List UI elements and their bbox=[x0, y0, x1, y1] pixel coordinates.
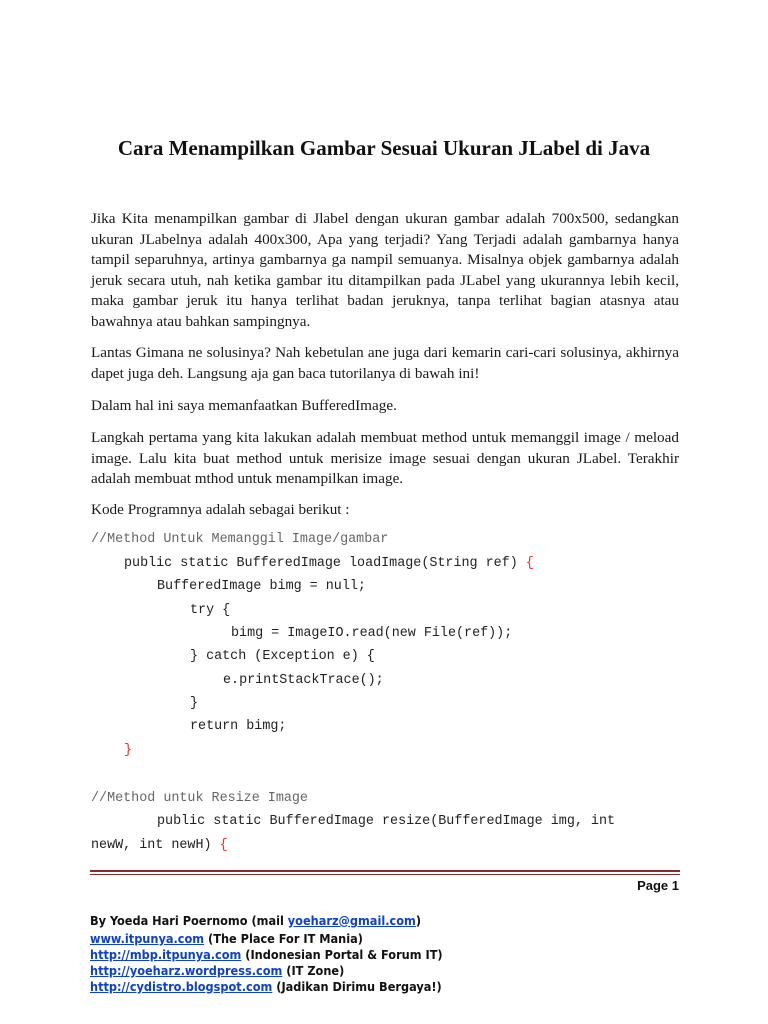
paragraph-steps: Langkah pertama yang kita lakukan adalah membuat method untuk memanggil image / meload image. Lalu kita buat method untuk merisize image sesuai dengan ukuran JLabel. Terakhir adalah membuat mthod untuk menampilkan image. bbox=[91, 429, 679, 487]
code-comment: //Method Untuk Memanggil Image/gambar bbox=[91, 532, 389, 547]
paragraph-intro: Jika Kita menampilkan gambar di Jlabel dengan ukuran gambar adalah 700x500, sedangkan ukuran JLabelnya adalah 400x300, Apa yang terjadi? Yang Terjadi adalah gambarnya hanya tampil separuhnya, artinya gambarnya ga nampil semuanya. Misalnya objek gambarnya adalah jeruk secara utuh, nah ketika gambar itu ditampilkan pada JLabel yang ukurannya lebih kecil, maka gambar jeruk itu hanya terlihat badan jeruknya, tanpa terlihat bagian atasnya atau bawahnya atau bahkan sampingnya. bbox=[91, 210, 679, 330]
code-comment: //Method untuk Resize Image bbox=[91, 791, 308, 806]
author-suffix: ) bbox=[415, 913, 422, 928]
site-link-blogspot[interactable]: http://cydistro.blogspot.com bbox=[90, 979, 273, 994]
site-desc: (Indonesian Portal & Forum IT) bbox=[241, 947, 443, 962]
code-line: e.printStackTrace(); bbox=[223, 673, 384, 688]
author-text: By Yoeda Hari Poernomo (mail bbox=[90, 913, 288, 928]
paragraph-buffered: Dalam hal ini saya memanfaatkan BufferedImage. bbox=[91, 397, 397, 414]
code-line: return bimg; bbox=[190, 719, 287, 734]
code-brace: { bbox=[219, 838, 228, 853]
site-desc: (The Place For IT Mania) bbox=[204, 931, 363, 946]
site-link-wordpress[interactable]: http://yoeharz.wordpress.com bbox=[90, 963, 283, 978]
code-line: bimg = ImageIO.read(new File(ref)); bbox=[231, 626, 513, 641]
site-desc: (IT Zone) bbox=[282, 963, 345, 978]
page-title: Cara Menampilkan Gambar Sesuai Ukuran JLabel di Java bbox=[117, 136, 651, 160]
code-text: newW, int newH) bbox=[91, 838, 220, 853]
code-line: } bbox=[190, 696, 199, 711]
site-link-mbp[interactable]: http://mbp.itpunya.com bbox=[90, 947, 242, 962]
paragraph-code-intro: Kode Programnya adalah sebagai berikut : bbox=[91, 501, 350, 518]
footer-rule bbox=[90, 870, 680, 872]
page-number: Page 1 bbox=[637, 878, 679, 893]
code-brace: } bbox=[124, 743, 133, 758]
code-text: public static BufferedImage loadImage(String ref) bbox=[124, 556, 526, 571]
footer-author bbox=[90, 913, 421, 929]
code-line: try { bbox=[190, 603, 231, 618]
footer-rule-thin bbox=[90, 874, 680, 875]
code-line bbox=[124, 555, 534, 573]
footer-site-2 bbox=[90, 947, 443, 963]
footer-site-3 bbox=[90, 963, 344, 979]
code-line: public static BufferedImage resize(BufferedImage img, int bbox=[157, 814, 616, 829]
email-link[interactable]: yoeharz@gmail.com bbox=[287, 913, 416, 928]
footer-site-4 bbox=[90, 979, 442, 995]
code-line: } catch (Exception e) { bbox=[190, 649, 375, 664]
paragraph-solution: Lantas Gimana ne solusinya? Nah kebetulan ane juga dari kemarin cari-cari solusinya, akhirnya dapet juga deh. Langsung aja gan baca tutorilanya di bawah ini! bbox=[91, 344, 679, 382]
code-line: BufferedImage bimg = null; bbox=[157, 579, 366, 594]
site-desc: (Jadikan Dirimu Bergaya!) bbox=[272, 979, 442, 994]
code-brace: { bbox=[525, 556, 534, 571]
site-link-itpunya[interactable]: www.itpunya.com bbox=[90, 931, 205, 946]
code-line bbox=[91, 837, 228, 855]
footer-site-1 bbox=[90, 931, 363, 947]
